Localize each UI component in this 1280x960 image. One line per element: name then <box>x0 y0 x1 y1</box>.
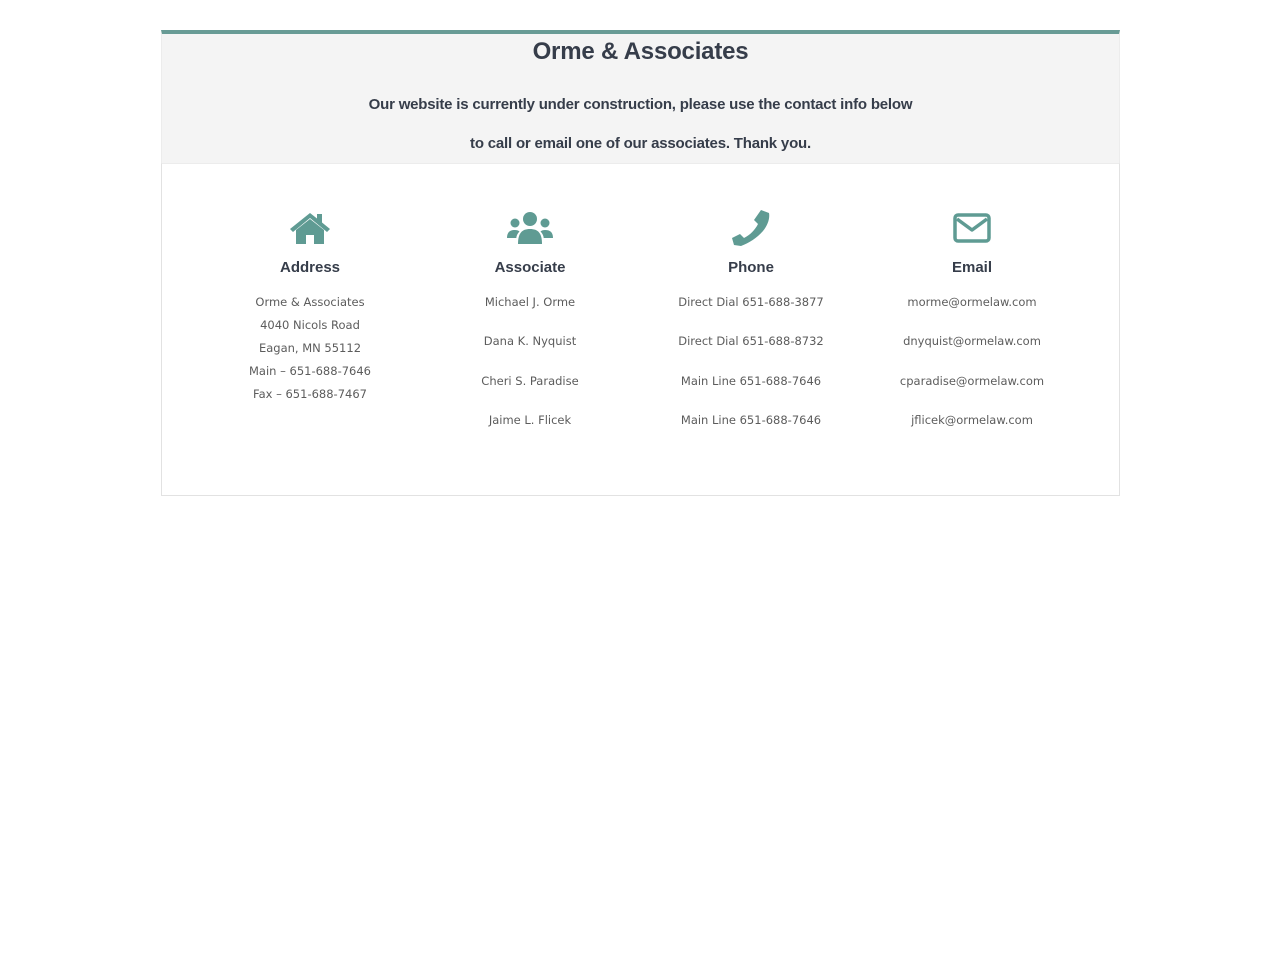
associate-name: Jaime L. Flicek <box>488 412 572 427</box>
address-main-phone: Main – 651-688-7646 <box>249 364 371 378</box>
email-lines <box>872 283 1072 440</box>
address-street: 4040 Nicols Road <box>260 318 360 332</box>
associate-title: Associate <box>494 259 566 276</box>
site-title: Orme & Associates <box>532 38 749 65</box>
phone-number-link[interactable]: Direct Dial 651-688-3877 <box>678 295 824 309</box>
contact-card <box>161 163 1120 496</box>
address-column <box>210 208 410 406</box>
associate-column <box>430 208 630 440</box>
phone-icon <box>651 208 851 248</box>
phone-number-link[interactable]: Main Line 651-688-7646 <box>680 373 822 388</box>
address-fax: Fax – 651-688-7467 <box>253 387 367 401</box>
phone-title: Phone <box>728 259 774 276</box>
associate-lines <box>430 283 630 440</box>
address-lines <box>210 291 410 406</box>
users-icon <box>430 208 630 248</box>
email-link[interactable]: jflicek@ormelaw.com <box>911 412 1033 427</box>
email-link[interactable]: cparadise@ormelaw.com <box>899 373 1045 388</box>
email-link[interactable]: dnyquist@ormelaw.com <box>903 334 1041 349</box>
associate-name: Dana K. Nyquist <box>483 334 577 349</box>
home-icon <box>210 208 410 248</box>
email-link[interactable]: morme@ormelaw.com <box>907 295 1037 309</box>
address-title: Address <box>279 259 341 276</box>
envelope-icon <box>872 208 1072 248</box>
email-column <box>872 208 1072 440</box>
construction-notice-line-1: Our website is currently under construction, please use the contact info below <box>368 96 913 113</box>
phone-column <box>651 208 851 440</box>
phone-number-link[interactable]: Main Line 651-688-7646 <box>680 412 822 427</box>
phone-number-link[interactable]: Direct Dial 651-688-8732 <box>678 334 824 349</box>
email-title: Email <box>951 259 993 276</box>
associate-name: Cheri S. Paradise <box>481 373 579 388</box>
page-container <box>161 30 1120 496</box>
address-city: Eagan, MN 55112 <box>258 341 362 355</box>
header-panel <box>161 30 1120 163</box>
construction-notice-line-2: to call or email one of our associates. Thank you. <box>470 135 811 152</box>
associate-name: Michael J. Orme <box>484 295 576 309</box>
contact-columns <box>162 208 1119 448</box>
address-firm-name: Orme & Associates <box>255 295 365 309</box>
phone-lines <box>651 283 851 440</box>
